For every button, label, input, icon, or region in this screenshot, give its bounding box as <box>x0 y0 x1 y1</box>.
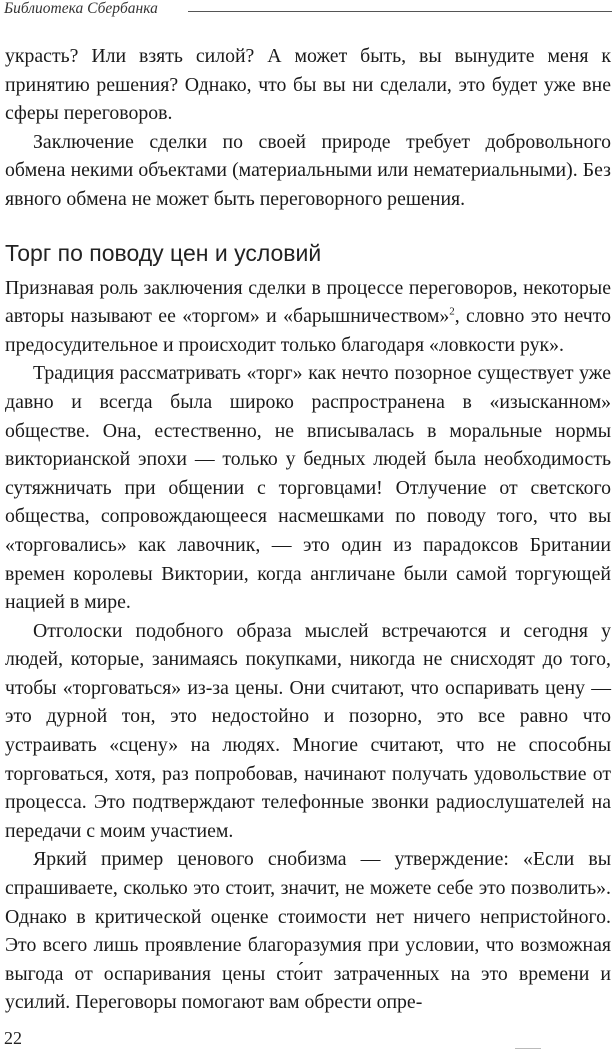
paragraph-3-text-start: Признавая роль заключения сделки в процессе переговоров, некоторые авторы называют ее «торгом» и «барышничеством» <box>5 276 611 328</box>
paragraph-4: Традиция рассматривать «торг» как нечто позорное существует уже давно и всегда была широко распространена в «изысканном» обществе. Она, естественно, не вписывалась в моральные нормы викторианской эпохи — только у бедных людей была необходимость сутяжничать при общении с торговцами! Отлучение от светского общества, сопровождающееся насмешками по поводу того, что вы «торговались» как лавочник, — это один из парадоксов Британии времен королевы Виктории, когда англичане были самой торгующей нацией в мире. <box>5 362 611 614</box>
header-rule <box>188 11 612 12</box>
paragraph-6: Яркий пример ценового снобизма — утверждение: «Если вы спрашиваете, сколько это стоит, значит, не можете себе это позволить». Однако в критической оценке стоимости нет ничего непристойного. Это всего лишь проявление благоразумия при условии, что возможная выгода от оспаривания цены сто́ит затраченных на это времени и усилий. Переговоры помогают вам обрести опре- <box>5 848 611 1014</box>
running-title: Библиотека Сбербанка <box>4 0 158 17</box>
footnote-reference: 2 <box>449 305 455 318</box>
page-number: 22 <box>4 1028 22 1048</box>
section-heading: Торг по поводу цен и условий <box>5 239 322 266</box>
paragraph-2: Заключение сделки по своей природе требует добровольного обмена некими объектами (материальными или нематериальными). Без явного обмена не может быть переговорного решения. <box>5 130 611 210</box>
paragraph-3-text-end: , словно это нечто предосудительное и происходит только благодаря «ловкости рук». <box>5 305 611 356</box>
paragraph-5: Отголоски подобного образа мыслей встречаются и сегодня у людей, которые, занимаясь покупками, никогда не снисходят до того, чтобы «торговаться» из-за цены. Они считают, что оспаривать цену — это дурной тон, это недостойно и позорно, это все равно что устраивать «сцену» на людях. Многие считают, что не способны торговаться, хотя, раз попробовав, начинают получать удовольствие от процесса. Это подтверждают телефонные звонки радиослушателей на передачи с моим участием. <box>5 619 611 842</box>
page-body <box>5 42 611 1017</box>
running-header <box>0 0 616 22</box>
paragraph-3 <box>5 274 611 360</box>
footer-rule <box>515 1048 541 1049</box>
paragraph-1: украсть? Или взять силой? А может быть, вы вынудите меня к принятию решения? Однако, что бы вы ни сделали, это будет уже вне сферы переговоров. <box>5 45 611 125</box>
